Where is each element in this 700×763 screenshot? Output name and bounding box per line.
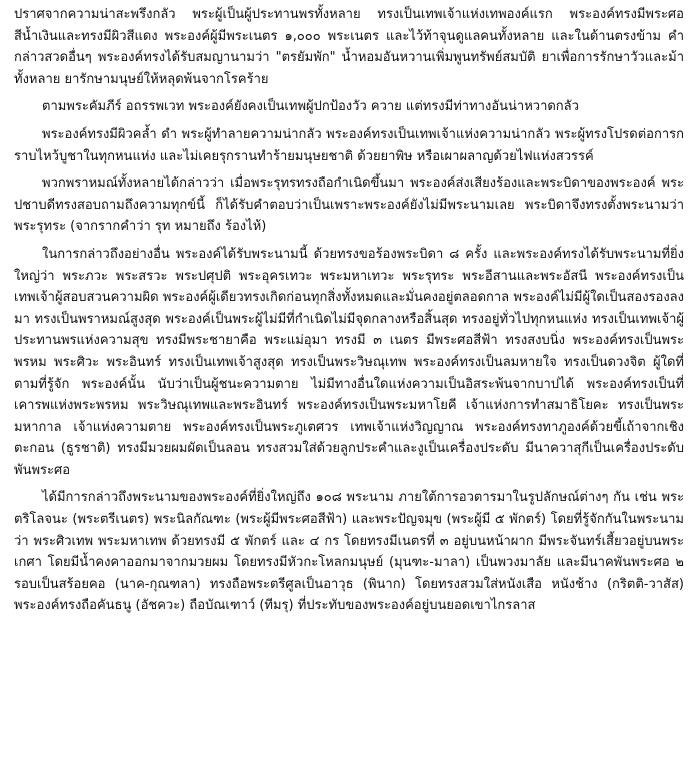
paragraph-intro: ปราศจากความน่าสะพรึงกลัว พระผู้เป็นผู้ประทานพรทั้งหลาย ทรงเป็นเทพเจ้าแห่งเทพองค์แรก พระองค์ทรงมีพระศอสีน้ำเงินและทรงมีผิวสีแดง พระองค์ผู้มีพระเนตร ๑,๐๐๐ พระเนตร และไว้ท้าจุนดูแลคนทั้งหลาย และในด้านตรงข้าม คำกล่าวสวดอื่นๆ พระองค์ทรงได้รับสมญานามว่า "ตรยัมพัก" น้ำหอมอันหวานเพิ่มพูนทรัพย์สมบัติ ยาเพื่อการรักษาวัวและม้าทั้งหลาย ยารักษามนุษย์ให้หลุดพ้นจากโรคร้าย [14, 7, 684, 87]
paragraph-dark-skin: พระองค์ทรงมีผิวคล้ำ ดำ พระผู้ทำลายความน่ากลัว พระองค์ทรงเป็นเทพเจ้าแห่งความน่ากลัว พระผู้ทรงโปรดต่อการกราบไหว้บูชาในทุกหนแห่ง และไม่เคยรุกรานทำร้ายมนุษยชาติ ด้วยยาพิษ หรือเผาผลาญด้วยไฟแห่งสวรรค์ [14, 126, 684, 164]
paragraph-atharvaveda: ตามพระคัมภีร์ อถรรพเวท พระองค์ยังคงเป็นเทพผู้ปกป้องวัว ควาย แต่ทรงมีท่าทางอันน่าหวาดกลัว [42, 99, 579, 115]
paragraph-108-names: ได้มีการกล่าวถึงพระนามของพระองค์ที่ยิ่งใหญ่ถึง ๑๐๘ พระนาม ภายใต้การอวตารมาในรูปลักษณ์ต่างๆ กัน เช่น พระตริโลจนะ (พระตรีเนตร) พระนิลกัณฑะ (พระผู้มีพระศอสีฟ้า) และพระปัญจมุข (พระผู้มี ๕ พักตร์) โดยที่รู้จักกันในพระนามว่า พระศิวเทพ พระมหาเทพ ด้วยทรงมี ๕ พักตร์ และ ๔ กร โดยทรงมีเนตรที่ ๓ อยู่บนหน้าผาก มีพระจันทร์เสี้ยวอยู่บนพระเกศา โดยมีน้ำคงคาออกมาจากมวยผม โดยทรงมีหัวกะโหลกมนุษย์ (มุนฑะ-มาลา) เป็นพวงมาลัย และมีนาคพันพระศอ ๒ รอบเป็นสร้อยคอ (นาค-กุณฑลา) ทรงถือพระตรีศูลเป็นอาวุธ (พินาก) โดยทรงสวมใส่หนังเสือ หนังช้าง (กริตติ-วาสัส) พระองค์ทรงถือคันธนู (อัชควะ) ถือบัณเฑาว์ (ทีมรุ) ที่ประทับของพระองค์อยู่บนยอดเขาไกรลาส [14, 490, 684, 614]
document-body [14, 4, 684, 623]
paragraph-brahmins: พวกพราหมณ์ทั้งหลายได้กล่าวว่า เมื่อพระรุทรทรงถือกำเนิดขึ้นมา พระองค์ส่งเสียงร้องและพระบิดาของพระองค์ พระปชาบดีทรงสอบถามถึงความทุกข์นี้ ก็ได้รับคำตอบว่าเป็นเพราะพระองค์ยังไม่มีพระนามเลย พระบิดาจึงทรงตั้งพระนามว่า พระรุทระ (จากรากคำว่า รุท หมายถึง ร้องไห้) [14, 176, 684, 235]
paragraph-names: ในการกล่าวถึงอย่างอื่น พระองค์ได้รับพระนามนี้ ด้วยทรงขอร้องพระบิดา ๘ ครั้ง และพระองค์ทรงได้รับพระนามที่ยิ่งใหญ่ว่า พระภวะ พระสรวะ พระปศุปติ พระอุครเทวะ พระมหาเทวะ พระรุทระ พระอีสานและพระอัสนี พระองค์ทรงเป็นเทพเจ้าผู้สอบสวนความผิด พระองค์ผู้เดียวทรงเกิดก่อนทุกสิ่งทั้งหมดและมั่นคงอยู่ตลอดกาล พระองค์ไม่มีผู้ใดเป็นสองรองลงมา ทรงเป็นพราหมณ์สูงสุด พระองค์เป็นพระผู้ไม่มีที่กำเนิดไม่มีจุดกลางหรือสิ้นสุด ทรงอยู่ทั่วไปทุกหนแห่ง ทรงเป็นเทพเจ้าผู้ประทานพรแห่งความสุข ทรงมีพระชายาคือ พระแม่อุมา ทรงมี ๓ เนตร มีพระศอสีฟ้า ทรงสงบนิ่ง พระองค์ทรงเป็นพระพรหม พระศิวะ พระอินทร์ ทรงเป็นเทพเจ้าสูงสุด ทรงเป็นพระวิษณุเทพ พระองค์ทรงเป็นลมหายใจ ทรงเป็นดวงจิต ผู้ใดที่ตามที่รู้จัก พระองค์นั้น นับว่าเป็นผู้ชนะความตาย ไม่มีทางอื่นใดแห่งความเป็นอิสระพ้นจากบาปได้ พระองค์ทรงเป็นที่เคารพแห่งพระพรหม พระวิษณุเทพและพระอินทร์ พระองค์ทรงเป็นพระมหาโยคี เจ้าแห่งการทำสมาธิโยคะ ทรงเป็นพระมหากาล เจ้าแห่งความตาย พระองค์ทรงเป็นพระภูเตศวร เทพเจ้าแห่งวิญญาณ พระองค์ทรงทาภูองค์ด้วยขี้เถ้าจากเชิงตะกอน (ธูรชาติ) ทรงมีมวยผมผัดเป็นลอน ทรงสวมใส่ด้วยลูกประคำและงูเป็นเครื่องประดับ มีนาควาสุกีเป็นเครื่องประดับพันพระศอ [14, 246, 684, 478]
